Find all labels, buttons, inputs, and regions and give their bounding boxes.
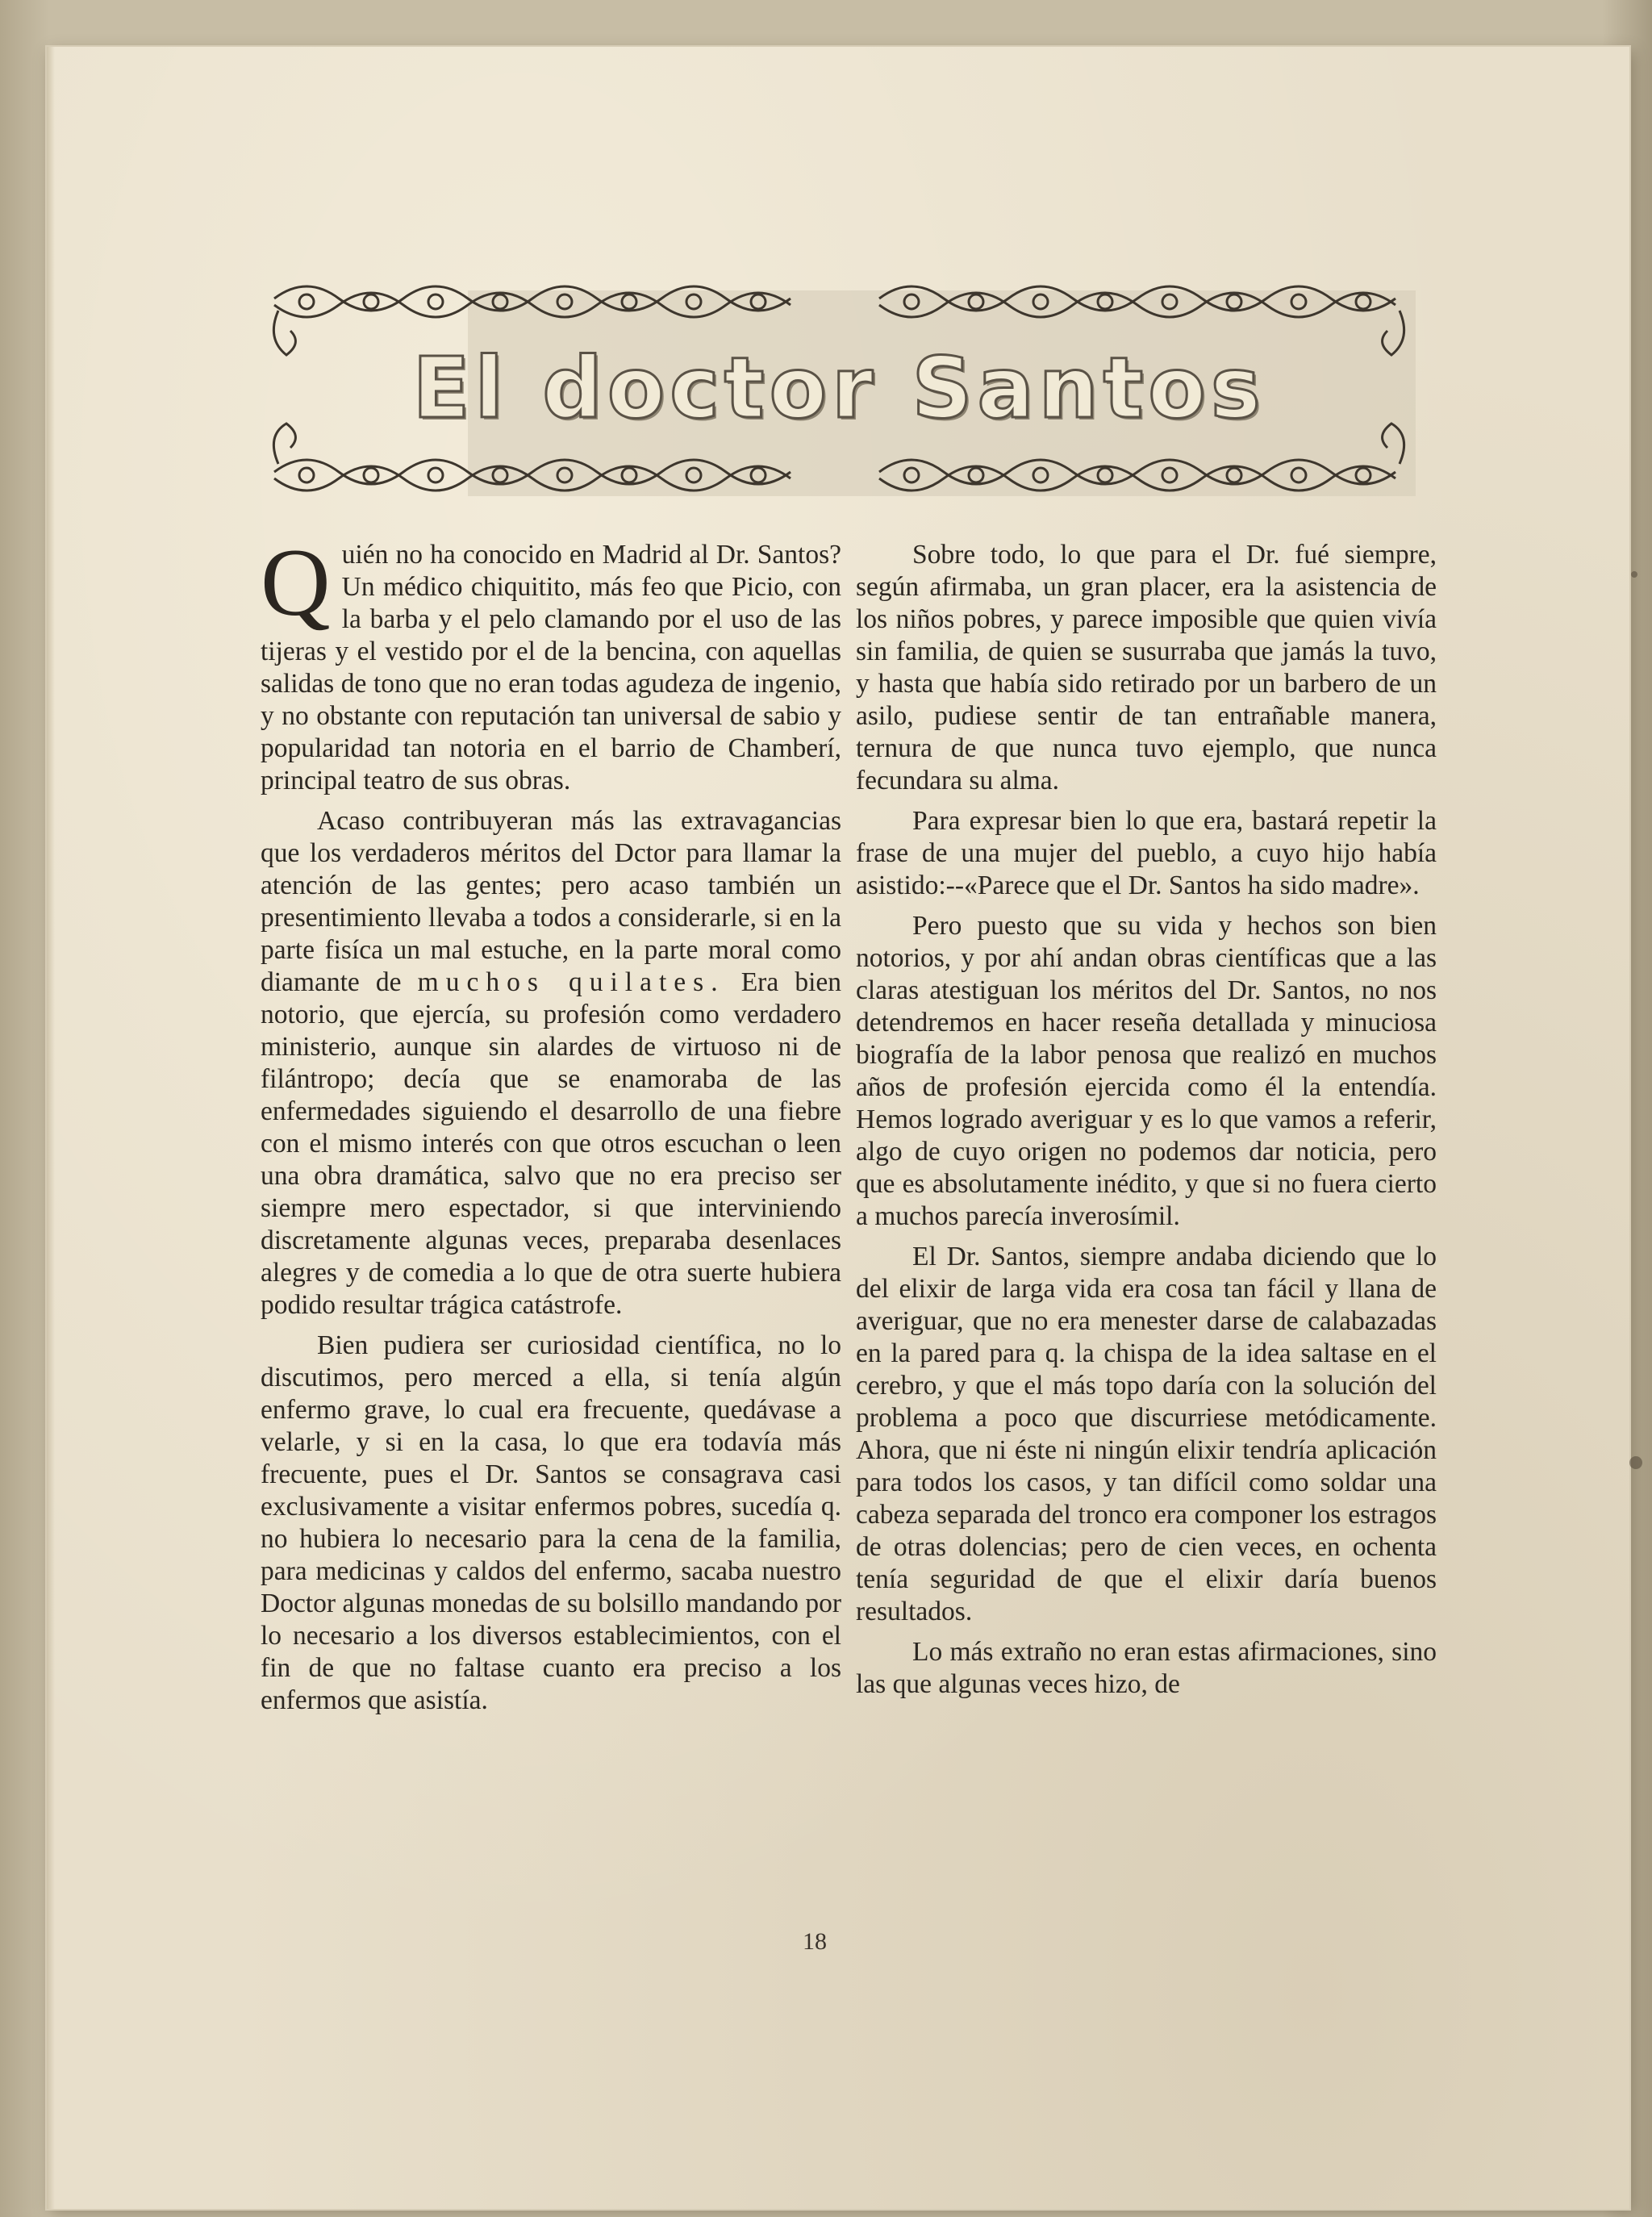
page-edge	[47, 47, 55, 2209]
page-number: 18	[803, 1928, 827, 1955]
paragraph-text: Para expresar bien lo que era, bastará repetir la frase de una mujer del pueblo, a cuyo hijo había asistido:--«Parece que el Dr. Santos ha sido madre».	[856, 806, 1437, 900]
spaced-emphasis: muchos quilates.	[417, 967, 725, 997]
drop-cap: Q	[261, 528, 331, 636]
paragraph	[856, 1636, 1437, 1701]
paragraph	[856, 910, 1437, 1233]
article-title: El doctor Santos	[412, 339, 1266, 437]
paragraph	[856, 539, 1437, 797]
paragraph-text: uién no ha conocido en Madrid al Dr. Santos? Un médico chiquitito, más feo que Picio, con la barba y el pelo clamando por el uso de las tijeras y el vestido por el de la bencina, con aquellas salidas de tono que no eran todas agudeza de ingenio, y no obstante con reputación tan universal de sabio y popularidad tan notoria en el barrio de Chamberí, principal teatro de sus obras.	[261, 540, 841, 795]
paragraph-text: Acaso contribuyeran más las extravagancias que los verdaderos méritos del Dctor para llamar la atención de las gentes; pero acaso también un presentimiento llevaba a todos a considerarle, si en la parte fisíca un mal estuche, en la parte moral como diamante de	[261, 806, 841, 997]
paragraph-text: Bien pudiera ser curiosidad científica, no lo discutimos, pero merced a ella, si tenía algún enfermo grave, lo cual era frecuente, quedávase a velarle, y si en la casa, lo que era todavía más frecuente, pues el Dr. Santos se consagrava casi exclusivamente a visitar enfermos pobres, sucedía q. no hubiera lo necesario para la cena de la familia, para medicinas y caldos del enfermo, sacaba nuestro Doctor algunas monedas de su bolsillo mandando por lo necesario a los diversos establecimientos, con el fin de que no faltase cuanto era preciso a los enfermos que asistía.	[261, 1330, 841, 1715]
paragraph	[261, 1330, 841, 1717]
paragraph	[856, 805, 1437, 902]
paragraph	[261, 528, 841, 797]
paragraph-text: Era bien notorio, que ejercía, su profesión como verdadero ministerio, aunque sin alardes de virtuoso ni de filántropo; decía que se enamoraba de las enfermedades siguiendo el desarrollo de una fiebre con el mismo interés con que otros escuchan o leen una obra dramática, salvo que no era preciso ser siempre mero espectador, si que interviniendo discretamente algunas veces, preparaba desenlaces alegres y de comedia a lo que de otra suerte hubiera podido resultar trágica catástrofe.	[261, 967, 841, 1320]
paragraph	[261, 805, 841, 1321]
paragraph-text: El Dr. Santos, siempre andaba diciendo que lo del elixir de larga vida era cosa tan fácil y llana de averiguar, que no era menester darse de calabazadas en la pared para q. la chispa de la idea saltase en el cerebro, y que el más topo daría con la solución del problema a poco que discurriese metódicamente. Ahora, que ni éste ni ningún elixir tendría aplicación para todos los casos, y tan difícil como soldar una cabeza separada del tronco era componer los estragos de otras dolencias; pero de cien veces, en ochenta tenía seguridad de que el elixir daría buenos resultados.	[856, 1242, 1437, 1626]
right-column	[856, 539, 1437, 1709]
paragraph	[856, 1241, 1437, 1628]
paragraph-text: Sobre todo, lo que para el Dr. fué siempre, según afirmaba, un gran placer, era la asistencia de los niños pobres, y parece imposible que quien vivía sin familia, de quien se susurraba que jamás la tuvo, y hasta que había sido retirado por un barbero de un asilo, pudiese sentir de tan entrañable manera, ternura de que nunca tuvo ejemplo, que nunca fecundara su alma.	[856, 540, 1437, 795]
left-column	[261, 528, 841, 1725]
ink-smudge	[1631, 571, 1637, 578]
paragraph-text: Lo más extraño no eran estas afirmaciones, sino las que algunas veces hizo, de	[856, 1637, 1437, 1699]
ink-smudge	[1629, 1456, 1642, 1469]
title-panel	[258, 290, 1420, 476]
paragraph-text: Pero puesto que su vida y hechos son bien notorios, y por ahí andan obras científicas que a las claras atestiguan los méritos del Dr. Santos, no nos detendremos en hacer reseña detallada y minuciosa biografía de la labor penosa que realizó en muchos años de profesión ejercida como él la entendía. Hemos logrado averiguar y es lo que vamos a referir, algo de cuyo origen no podemos dar noticia, pero que es absolutamente inédito, y que si no fuera cierto a muchos parecía inverosímil.	[856, 911, 1437, 1231]
